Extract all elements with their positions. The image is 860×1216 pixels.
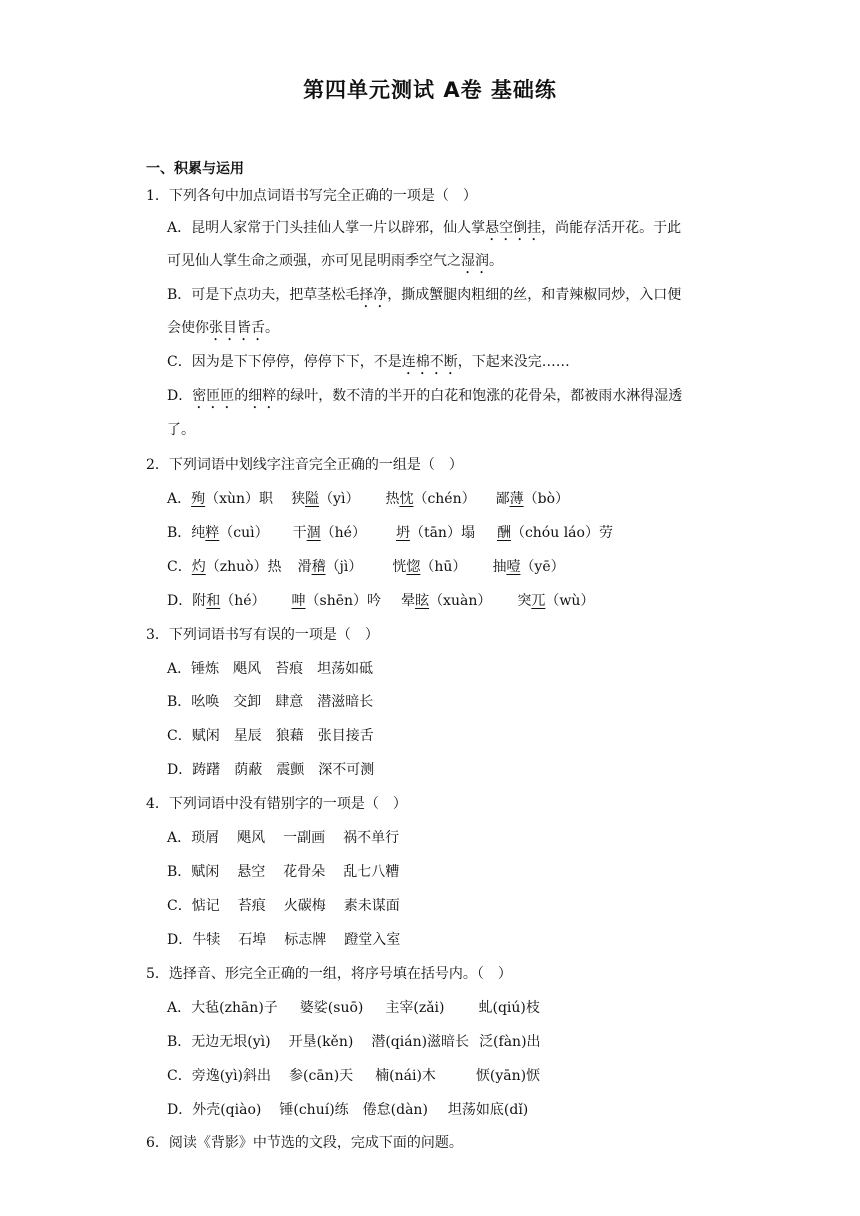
question-6-stem: 6．阅读《背影》中节选的文段，完成下面的问题。 (146, 1135, 463, 1151)
q3-option-c: C．赋闲 星辰 狼藉 张目接舌 (167, 728, 374, 744)
q2-option-b: B．纯粹（cuì） 干涸（hé） 坍（tān）塌 酬（chóu láo）劳 (167, 525, 613, 541)
q5-option-c: C．旁逸(yì)斜出 参(cān)天 楠(nái)木 恹(yān)恹 (167, 1068, 541, 1084)
q3-option-a: A．锤炼 飓风 苔痕 坦荡如砥 (167, 661, 374, 677)
q4-option-b: B．赋闲 悬空 花骨朵 乱七八糟 (167, 864, 400, 880)
q1-option-c: C．因为是下下停停，停停下下，不是连棉不断，下起来没完…… (167, 354, 570, 370)
page-title: 第四单元测试 A卷 基础练 (303, 78, 557, 102)
q3-option-b: B．吆唤 交卸 肆意 潜滋暗长 (167, 694, 374, 710)
q2-option-a: A．殉（xùn）职 狭隘（yì） 热忱（chén） 鄙薄（bò） (167, 491, 570, 507)
q2-option-c: C．灼（zhuò）热 滑稽（jì） 恍惚（hū） 抽噎（yē） (167, 559, 565, 575)
section-heading: 一、积累与运用 (146, 161, 244, 177)
q1-option-a-line2: 可见仙人掌生命之顽强，亦可见昆明雨季空气之湿润。 (167, 253, 503, 269)
q5-option-a: A．大毡(zhān)子 婆娑(suō) 主宰(zǎi) 虬(qiú)枝 (167, 1000, 540, 1016)
q3-option-d: D．踌躇 荫蔽 震颤 深不可测 (167, 762, 375, 778)
question-3-stem: 3．下列词语书写有误的一项是（ ） (146, 627, 379, 643)
q1-option-d-line1: D．密匝匝的细粹的绿叶，数不清的半开的白花和饱涨的花骨朵，都被雨水淋得湿透 (167, 388, 683, 404)
dotted-word: 细粹 (248, 388, 277, 404)
q1-option-b-line2: 会使你张目皆舌。 (167, 320, 279, 336)
q4-option-c: C．惦记 苔痕 火碳梅 素未谋面 (167, 898, 400, 914)
dotted-word: 悬空倒挂 (485, 220, 542, 236)
dotted-word: 密匝匝 (192, 388, 235, 404)
q5-option-d: D．外壳(qiào) 锤(chuí)练 倦怠(dàn) 坦荡如底(dǐ) (167, 1102, 529, 1118)
q5-option-b: B．无边无垠(yì) 开垦(kěn) 潜(qián)滋暗长 泛(fàn)出 (167, 1034, 541, 1050)
q1-option-b-line1: B．可是下点功夫，把草茎松毛择净，撕成蟹腿肉粗细的丝，和青辣椒同炒，入口便 (167, 287, 682, 303)
dotted-word: 张目皆舌 (209, 320, 265, 336)
question-1-stem: 1．下列各句中加点词语书写完全正确的一项是（ ） (146, 188, 477, 204)
dotted-word: 择净 (359, 287, 388, 303)
question-2-stem: 2．下列词语中划线字注音完全正确的一组是（ ） (146, 457, 463, 473)
question-4-stem: 4．下列词语中没有错别字的一项是（ ） (146, 796, 407, 812)
q4-option-a: A．琐屑 飓风 一副画 祸不单行 (167, 830, 400, 846)
q1-option-d-line2: 了。 (167, 422, 195, 438)
question-5-stem: 5．选择音、形完全正确的一组，将序号填在括号内。（ ） (146, 966, 512, 982)
dotted-word: 连棉不断 (401, 354, 458, 370)
q2-option-d: D．附和（hé） 呻（shēn）吟 晕眩（xuàn） 突兀（wù） (167, 593, 595, 609)
dotted-word: 湿润 (461, 253, 489, 269)
q4-option-d: D．牛犊 石埠 标志牌 蹬堂入室 (167, 932, 401, 948)
q1-option-a-line1: A．昆明人家常于门头挂仙人掌一片以辟邪，仙人掌悬空倒挂，尚能存活开花。于此 (167, 220, 682, 236)
